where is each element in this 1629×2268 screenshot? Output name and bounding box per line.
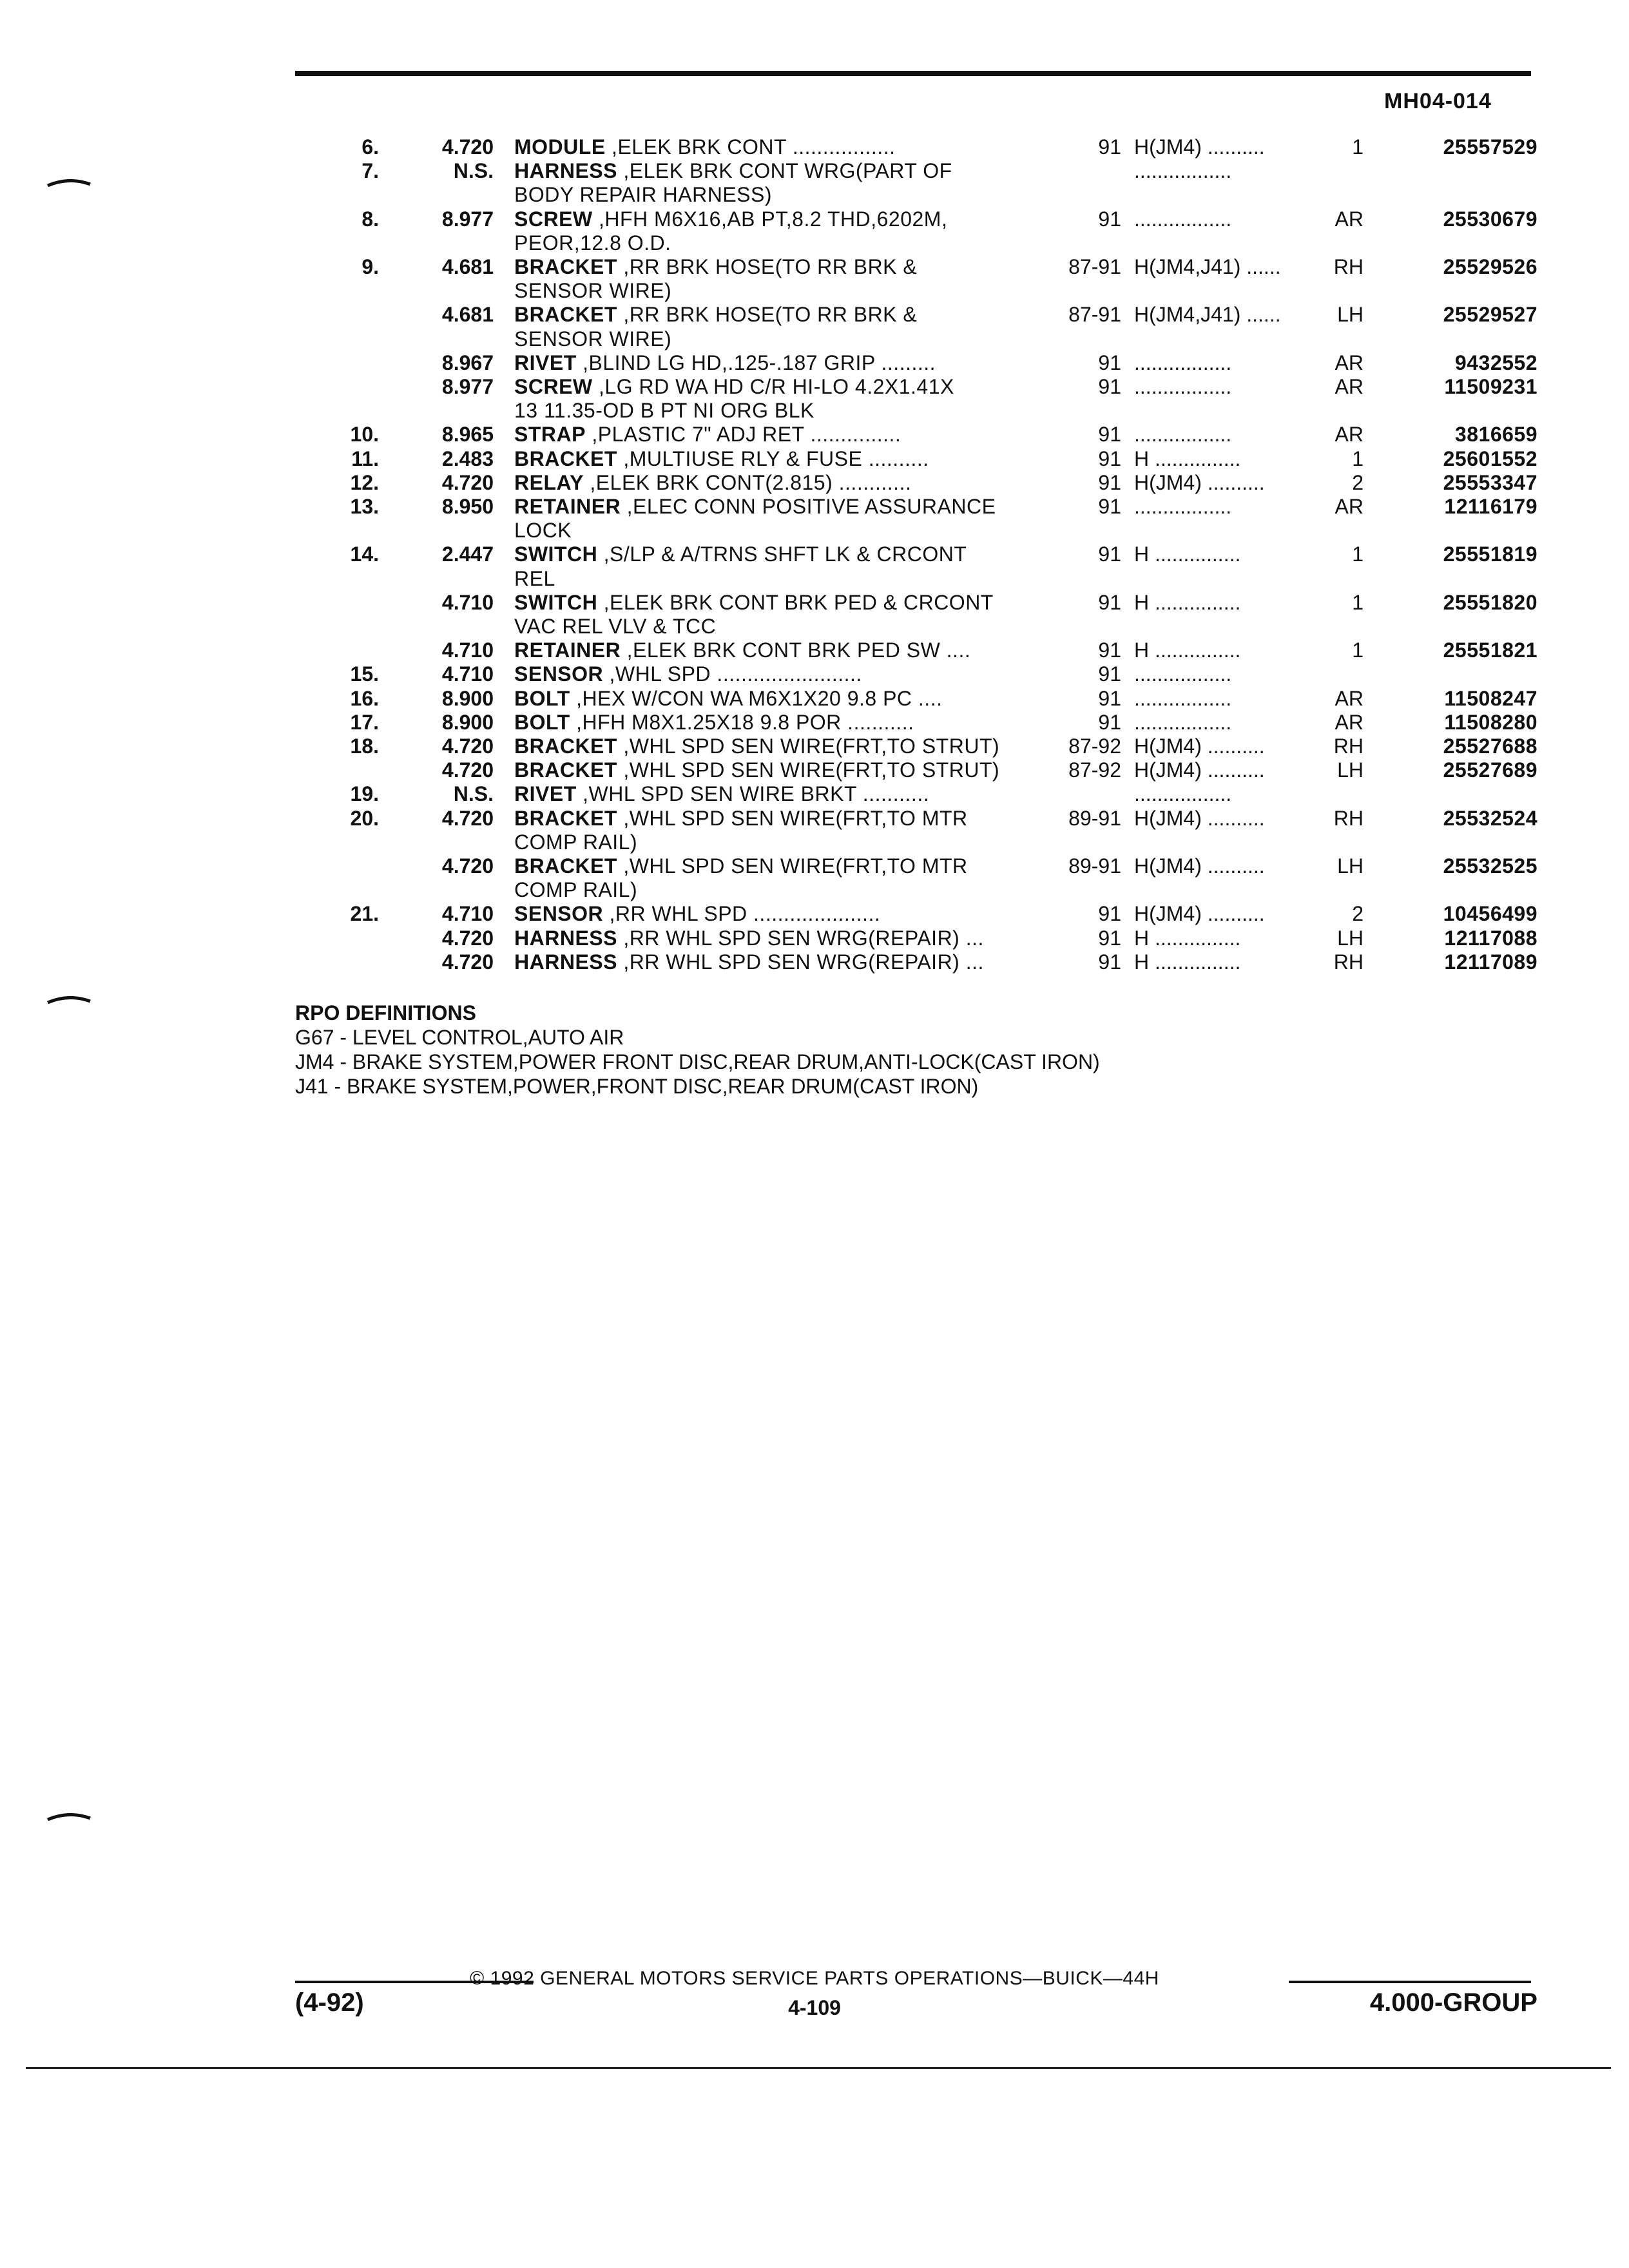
table-row <box>0 758 1629 782</box>
part-description <box>514 398 815 423</box>
quantity: 1 <box>1352 639 1364 662</box>
part-description <box>514 351 936 375</box>
model-code: H(JM4) .......... <box>1134 471 1265 494</box>
part-description <box>514 614 716 639</box>
model-code: H(JM4) .......... <box>1134 854 1265 878</box>
part-description <box>514 542 967 566</box>
part-name: MODULE <box>514 135 606 159</box>
rpo-line: J41 - BRAKE SYSTEM,POWER,FRONT DISC,REAR DRUM(CAST IRON) <box>295 1075 979 1098</box>
table-row-continuation <box>0 878 1629 902</box>
part-number: 25530679 <box>1443 207 1537 231</box>
part-name: BRACKET <box>514 758 617 782</box>
part-detail: ,WHL SPD SEN WIRE(FRT,TO MTR <box>623 807 968 830</box>
group-number: 8.967 <box>441 351 494 374</box>
table-row-continuation <box>0 614 1629 639</box>
quantity: 1 <box>1352 591 1364 614</box>
table-row-continuation <box>0 182 1629 207</box>
table-row-continuation <box>0 278 1629 303</box>
group-number: N.S. <box>453 159 494 182</box>
part-detail: ,HEX W/CON WA M6X1X20 9.8 PC .... <box>576 687 943 710</box>
model-year: 91 <box>1098 207 1121 231</box>
item-number: 13. <box>350 495 379 518</box>
part-detail: ,RR BRK HOSE(TO RR BRK & <box>623 255 918 278</box>
part-detail: ,MULTIUSE RLY & FUSE .......... <box>623 447 929 470</box>
part-name: SWITCH <box>514 543 598 566</box>
part-detail: ,LG RD WA HD C/R HI-LO 4.2X1.41X <box>599 375 954 398</box>
model-year: 91 <box>1098 423 1121 446</box>
group-number: 4.720 <box>441 927 494 950</box>
part-number: 25527689 <box>1443 758 1537 782</box>
quantity: RH <box>1333 735 1364 758</box>
part-detail: REL <box>514 567 555 590</box>
table-row <box>0 447 1629 471</box>
part-description <box>514 710 914 735</box>
group-number: 8.900 <box>441 687 494 710</box>
group-number: 4.720 <box>441 758 494 782</box>
group-number: 4.720 <box>441 950 494 974</box>
part-name: SWITCH <box>514 591 598 614</box>
punch-mark-icon <box>46 996 92 1004</box>
model-code: H(JM4) .......... <box>1134 807 1265 830</box>
quantity: LH <box>1337 854 1364 878</box>
part-number: 25601552 <box>1443 447 1537 470</box>
revision-date: (4-92) <box>295 1988 364 2017</box>
item-number: 19. <box>350 782 379 805</box>
part-description <box>514 231 671 255</box>
quantity: 2 <box>1352 471 1364 494</box>
item-number: 17. <box>350 711 379 734</box>
rpo-line: G67 - LEVEL CONTROL,AUTO AIR <box>295 1026 624 1049</box>
table-row <box>0 854 1629 878</box>
quantity: AR <box>1335 423 1364 446</box>
table-row <box>0 734 1629 758</box>
model-code: H ............... <box>1134 950 1241 974</box>
part-description <box>514 207 947 231</box>
part-detail: ,ELEK BRK CONT(2.815) ............ <box>590 471 912 494</box>
model-year: 89-91 <box>1068 854 1121 878</box>
quantity: LH <box>1337 303 1364 326</box>
part-description <box>514 470 911 495</box>
table-row <box>0 686 1629 711</box>
group-number: 4.720 <box>441 735 494 758</box>
part-detail: SENSOR WIRE) <box>514 327 672 351</box>
group-number: 4.710 <box>441 902 494 925</box>
item-number: 20. <box>350 807 379 830</box>
page-bottom-rule <box>26 2067 1611 2069</box>
part-number: 25532524 <box>1443 807 1537 830</box>
part-name: HARNESS <box>514 159 617 182</box>
part-description <box>514 327 671 351</box>
part-number: 25557529 <box>1443 135 1537 159</box>
part-number: 25551821 <box>1443 639 1537 662</box>
model-code: ................. <box>1134 159 1232 182</box>
part-name: BRACKET <box>514 807 617 830</box>
part-detail: ,ELEK BRK CONT WRG(PART OF <box>623 159 952 182</box>
part-description <box>514 374 954 399</box>
part-name: STRAP <box>514 423 586 446</box>
part-number: 11509231 <box>1444 375 1537 398</box>
part-detail: PEOR,12.8 O.D. <box>514 231 671 255</box>
model-code: ................. <box>1134 782 1232 805</box>
model-code: H(JM4,J41) ...... <box>1134 303 1281 326</box>
part-number: 11508247 <box>1444 687 1537 710</box>
part-number: 12117088 <box>1444 927 1537 950</box>
part-detail: ,ELEK BRK CONT ................. <box>612 135 896 159</box>
part-description <box>514 901 880 926</box>
part-detail: ,BLIND LG HD,.125-.187 GRIP ......... <box>583 351 936 374</box>
quantity: 1 <box>1352 135 1364 159</box>
model-code: H(JM4) .......... <box>1134 135 1265 159</box>
part-number: 11508280 <box>1444 711 1537 734</box>
quantity: LH <box>1337 758 1364 782</box>
item-number: 10. <box>350 423 379 446</box>
part-detail: SENSOR WIRE) <box>514 279 672 302</box>
part-name: RELAY <box>514 471 584 494</box>
item-number: 15. <box>350 662 379 686</box>
model-year: 91 <box>1098 375 1121 398</box>
model-code: ................. <box>1134 495 1232 518</box>
table-row <box>0 926 1629 950</box>
table-row-continuation <box>0 231 1629 255</box>
rpo-line: JM4 - BRAKE SYSTEM,POWER FRONT DISC,REAR DRUM,ANTI-LOCK(CAST IRON) <box>295 1050 1100 1073</box>
item-number: 7. <box>361 159 379 182</box>
group-number: 4.720 <box>441 807 494 830</box>
part-detail: LOCK <box>514 519 572 542</box>
part-description <box>514 830 637 854</box>
table-row <box>0 710 1629 735</box>
part-detail: ,WHL SPD SEN WIRE(FRT,TO STRUT) <box>623 758 1000 782</box>
part-description <box>514 734 999 758</box>
table-row <box>0 638 1629 662</box>
part-number: 12117089 <box>1444 950 1537 974</box>
part-description <box>514 135 895 159</box>
part-name: HARNESS <box>514 950 617 974</box>
model-code: H(JM4) .......... <box>1134 902 1265 925</box>
part-number: 12116179 <box>1444 495 1537 518</box>
model-year: 91 <box>1098 711 1121 734</box>
part-detail: COMP RAIL) <box>514 878 638 901</box>
model-year: 91 <box>1098 687 1121 710</box>
quantity: AR <box>1335 207 1364 231</box>
model-code: H ............... <box>1134 927 1241 950</box>
table-row <box>0 422 1629 447</box>
model-year: 91 <box>1098 902 1121 925</box>
part-description <box>514 494 996 519</box>
model-year: 87-92 <box>1068 758 1121 782</box>
punch-mark-icon <box>46 1813 92 1821</box>
model-code: H(JM4) .......... <box>1134 758 1265 782</box>
part-number: 25551820 <box>1443 591 1537 614</box>
table-row-continuation <box>0 566 1629 591</box>
table-row-continuation <box>0 327 1629 351</box>
model-year: 91 <box>1098 662 1121 686</box>
punch-mark-icon <box>46 179 92 187</box>
quantity: AR <box>1335 375 1364 398</box>
group-number: 8.950 <box>441 495 494 518</box>
part-name: RETAINER <box>514 639 621 662</box>
table-row <box>0 782 1629 806</box>
part-name: RIVET <box>514 351 577 374</box>
table-row <box>0 662 1629 686</box>
part-detail: ,ELEK BRK CONT BRK PED & CRCONT <box>603 591 994 614</box>
quantity: AR <box>1335 351 1364 374</box>
model-year: 91 <box>1098 543 1121 566</box>
part-name: BRACKET <box>514 735 617 758</box>
item-number: 14. <box>350 543 379 566</box>
part-name: BRACKET <box>514 255 617 278</box>
quantity: AR <box>1335 711 1364 734</box>
part-name: BRACKET <box>514 854 617 878</box>
model-code: H(JM4,J41) ...... <box>1134 255 1281 278</box>
part-name: SENSOR <box>514 662 604 686</box>
item-number: 16. <box>350 687 379 710</box>
group-number: 4.681 <box>441 255 494 278</box>
model-year: 91 <box>1098 495 1121 518</box>
rpo-heading: RPO DEFINITIONS <box>295 1001 476 1024</box>
part-detail: ,ELEK BRK CONT BRK PED SW .... <box>626 639 971 662</box>
part-detail: ,HFH M6X16,AB PT,8.2 THD,6202M, <box>599 207 948 231</box>
group-number: 4.720 <box>441 854 494 878</box>
part-description <box>514 278 671 303</box>
part-detail: BODY REPAIR HARNESS) <box>514 183 773 206</box>
model-year: 91 <box>1098 927 1121 950</box>
group-number: 4.720 <box>441 135 494 159</box>
quantity: AR <box>1335 687 1364 710</box>
table-row-continuation <box>0 398 1629 423</box>
table-row <box>0 302 1629 327</box>
part-number: 3816659 <box>1454 423 1537 446</box>
model-year: 89-91 <box>1068 807 1121 830</box>
page-number: 4-109 <box>788 1996 841 2019</box>
part-description <box>514 926 984 950</box>
part-detail: ,PLASTIC 7" ADJ RET ............... <box>592 423 901 446</box>
group-number: 4.720 <box>441 471 494 494</box>
group-number: 8.900 <box>441 711 494 734</box>
table-row <box>0 590 1629 615</box>
part-detail: ,WHL SPD SEN WIRE BRKT ........... <box>583 782 930 805</box>
part-name: HARNESS <box>514 927 617 950</box>
part-detail: ,WHL SPD SEN WIRE(FRT,TO STRUT) <box>623 735 1000 758</box>
group-number: 8.965 <box>441 423 494 446</box>
model-year: 87-91 <box>1068 255 1121 278</box>
part-detail: VAC REL VLV & TCC <box>514 615 717 638</box>
item-number: 21. <box>350 902 379 925</box>
model-code: ................. <box>1134 351 1232 374</box>
model-code: H ............... <box>1134 591 1241 614</box>
part-description <box>514 854 968 878</box>
quantity: 1 <box>1352 543 1364 566</box>
part-description <box>514 518 572 543</box>
part-description <box>514 806 968 831</box>
part-name: RETAINER <box>514 495 621 518</box>
item-number: 12. <box>350 471 379 494</box>
part-name: BOLT <box>514 687 570 710</box>
model-code: ................. <box>1134 207 1232 231</box>
model-year: 87-91 <box>1068 303 1121 326</box>
quantity: RH <box>1333 807 1364 830</box>
model-year: 91 <box>1098 351 1121 374</box>
table-row <box>0 494 1629 519</box>
model-code: H(JM4) .......... <box>1134 735 1265 758</box>
quantity: RH <box>1333 950 1364 974</box>
part-number: 25529527 <box>1443 303 1537 326</box>
part-description <box>514 782 929 806</box>
quantity: LH <box>1337 927 1364 950</box>
group-number: N.S. <box>453 782 494 805</box>
item-number: 18. <box>350 735 379 758</box>
part-detail: ,WHL SPD SEN WIRE(FRT,TO MTR <box>623 854 968 878</box>
part-name: SCREW <box>514 375 593 398</box>
part-name: BRACKET <box>514 447 617 470</box>
part-description <box>514 638 970 662</box>
model-year: 91 <box>1098 639 1121 662</box>
document-id: MH04-014 <box>1384 89 1492 113</box>
part-detail: ,RR WHL SPD SEN WRG(REPAIR) ... <box>623 950 984 974</box>
part-name: RIVET <box>514 782 577 805</box>
group-number: 4.681 <box>441 303 494 326</box>
part-number: 25532525 <box>1443 854 1537 878</box>
model-year: 91 <box>1098 950 1121 974</box>
part-detail: COMP RAIL) <box>514 831 638 854</box>
table-row <box>0 806 1629 831</box>
table-row-continuation <box>0 830 1629 854</box>
model-code: ................. <box>1134 687 1232 710</box>
model-year: 91 <box>1098 135 1121 159</box>
group-number: 4.710 <box>441 662 494 686</box>
part-description <box>514 662 862 686</box>
table-row-continuation <box>0 518 1629 543</box>
part-description <box>514 447 929 471</box>
part-name: BOLT <box>514 711 570 734</box>
model-year: 91 <box>1098 447 1121 470</box>
part-detail: ,RR WHL SPD ..................... <box>609 902 881 925</box>
part-detail: ,RR WHL SPD SEN WRG(REPAIR) ... <box>623 927 984 950</box>
part-name: BRACKET <box>514 303 617 326</box>
table-row <box>0 950 1629 974</box>
part-detail: 13 11.35-OD B PT NI ORG BLK <box>514 399 815 422</box>
part-number: 10456499 <box>1443 902 1537 925</box>
model-code: H ............... <box>1134 639 1241 662</box>
part-description <box>514 590 994 615</box>
group-number: 8.977 <box>441 375 494 398</box>
quantity: 1 <box>1352 447 1364 470</box>
quantity: RH <box>1333 255 1364 278</box>
part-description <box>514 878 637 902</box>
table-row <box>0 470 1629 495</box>
table-row <box>0 374 1629 399</box>
part-number: 25529526 <box>1443 255 1537 278</box>
table-row <box>0 351 1629 375</box>
quantity: 2 <box>1352 902 1364 925</box>
part-description <box>514 182 772 207</box>
table-row <box>0 255 1629 279</box>
footer-copyright: © 1992 GENERAL MOTORS SERVICE PARTS OPERATIONS—BUICK—44H <box>470 1968 1159 1989</box>
model-code: H ............... <box>1134 447 1241 470</box>
part-description <box>514 159 952 183</box>
table-row <box>0 901 1629 926</box>
group-label: 4.000-GROUP <box>1369 1988 1537 2017</box>
group-number: 2.483 <box>441 447 494 470</box>
part-name: SENSOR <box>514 902 604 925</box>
model-code: ................. <box>1134 662 1232 686</box>
model-code: ................. <box>1134 711 1232 734</box>
part-detail: ,HFH M8X1.25X18 9.8 POR ........... <box>576 711 914 734</box>
item-number: 8. <box>361 207 379 231</box>
table-row <box>0 135 1629 159</box>
part-description <box>514 422 901 447</box>
model-code: H ............... <box>1134 543 1241 566</box>
part-number: 25551819 <box>1443 543 1537 566</box>
part-description <box>514 686 942 711</box>
part-number: 9432552 <box>1454 351 1537 374</box>
part-name: SCREW <box>514 207 593 231</box>
model-code: ................. <box>1134 375 1232 398</box>
part-description <box>514 758 999 782</box>
part-detail: ,ELEC CONN POSITIVE ASSURANCE <box>626 495 996 518</box>
part-description <box>514 302 917 327</box>
part-description <box>514 950 984 974</box>
item-number: 11. <box>351 447 379 470</box>
group-number: 2.447 <box>441 543 494 566</box>
model-year: 91 <box>1098 591 1121 614</box>
model-code: ................. <box>1134 423 1232 446</box>
part-description <box>514 566 555 591</box>
model-year: 91 <box>1098 471 1121 494</box>
model-year: 87-92 <box>1068 735 1121 758</box>
group-number: 4.710 <box>441 591 494 614</box>
table-row <box>0 542 1629 566</box>
part-number: 25553347 <box>1443 471 1537 494</box>
item-number: 9. <box>361 255 379 278</box>
part-number: 25527688 <box>1443 735 1537 758</box>
table-row <box>0 159 1629 183</box>
header-rule <box>295 71 1531 76</box>
quantity: AR <box>1335 495 1364 518</box>
table-row <box>0 207 1629 231</box>
part-detail: ,RR BRK HOSE(TO RR BRK & <box>623 303 918 326</box>
part-description <box>514 255 917 279</box>
group-number: 4.710 <box>441 639 494 662</box>
part-detail: ,WHL SPD ........................ <box>609 662 862 686</box>
part-detail: ,S/LP & A/TRNS SHFT LK & CRCONT <box>603 543 967 566</box>
item-number: 6. <box>361 135 379 159</box>
group-number: 8.977 <box>441 207 494 231</box>
